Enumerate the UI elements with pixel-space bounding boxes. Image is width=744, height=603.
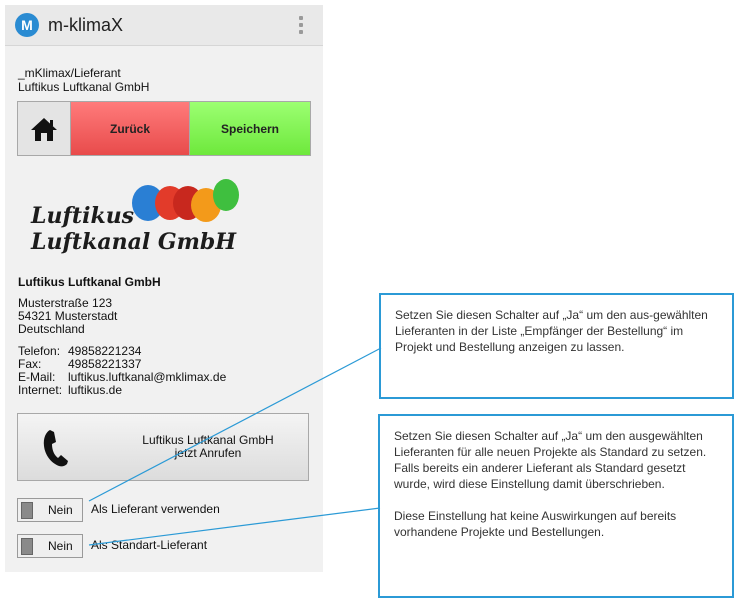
contact-key: Internet: — [18, 383, 63, 397]
breadcrumb-sub: Luftikus Luftkanal GmbH — [18, 80, 150, 94]
address-city: 54321 Musterstadt — [18, 309, 118, 323]
breadcrumb-path: _mKlimax/Lieferant — [18, 66, 121, 80]
contact-value: 49858221337 — [68, 357, 142, 371]
toggle-state: Nein — [48, 503, 73, 517]
callout-text: Setzen Sie diesen Schalter auf „Ja“ um den aus-gewählten Lieferanten in der Liste „Empfänger der Bestellung“ im Projekt und Bestellung anzeigen zu lassen. — [395, 308, 708, 354]
address-street: Musterstraße 123 — [18, 296, 113, 310]
address-country: Deutschland — [18, 322, 85, 336]
contact-value[interactable]: luftikus.luftkanal@mklimax.de — [68, 370, 227, 384]
contact-key: E-Mail: — [18, 370, 56, 384]
logo-line-2: Luftkanal GmbH — [31, 229, 237, 255]
standard-supplier-label: Als Standart-Lieferant — [91, 538, 208, 552]
app-title: m-klimaX — [48, 15, 123, 35]
call-line-2: jetzt Anrufen — [174, 446, 242, 460]
use-as-supplier-label: Als Lieferant verwenden — [91, 502, 220, 516]
logo-line-1: Luftikus — [31, 203, 135, 229]
contact-value[interactable]: luftikus.de — [68, 383, 123, 397]
contact-value: 49858221234 — [68, 344, 142, 358]
app-logo-icon: M — [15, 13, 39, 37]
call-line-1: Luftikus Luftkanal GmbH — [142, 433, 274, 447]
connector-line — [89, 348, 381, 501]
supplier-name: Luftikus Luftkanal GmbH — [18, 275, 161, 289]
toggle-state: Nein — [48, 539, 73, 553]
callout-text-1: Setzen Sie diesen Schalter auf „Ja“ um den ausgewählten Lieferanten für alle neuen Projekte als Standard zu setzen. Falls bereits ein anderer Lieferant als Standard gesetzt wurde, wird diese Einstellung damit überschrieben. — [394, 429, 707, 491]
contact-key: Telefon: — [18, 344, 61, 358]
back-button[interactable]: Zurück — [71, 102, 190, 155]
connector-line — [89, 508, 380, 545]
callout-text-2: Diese Einstellung hat keine Auswirkungen auf bereits vorhandene Projekte und Bestellungen. — [394, 509, 677, 539]
save-button[interactable]: Speichern — [190, 102, 310, 155]
contact-key: Fax: — [18, 357, 42, 371]
